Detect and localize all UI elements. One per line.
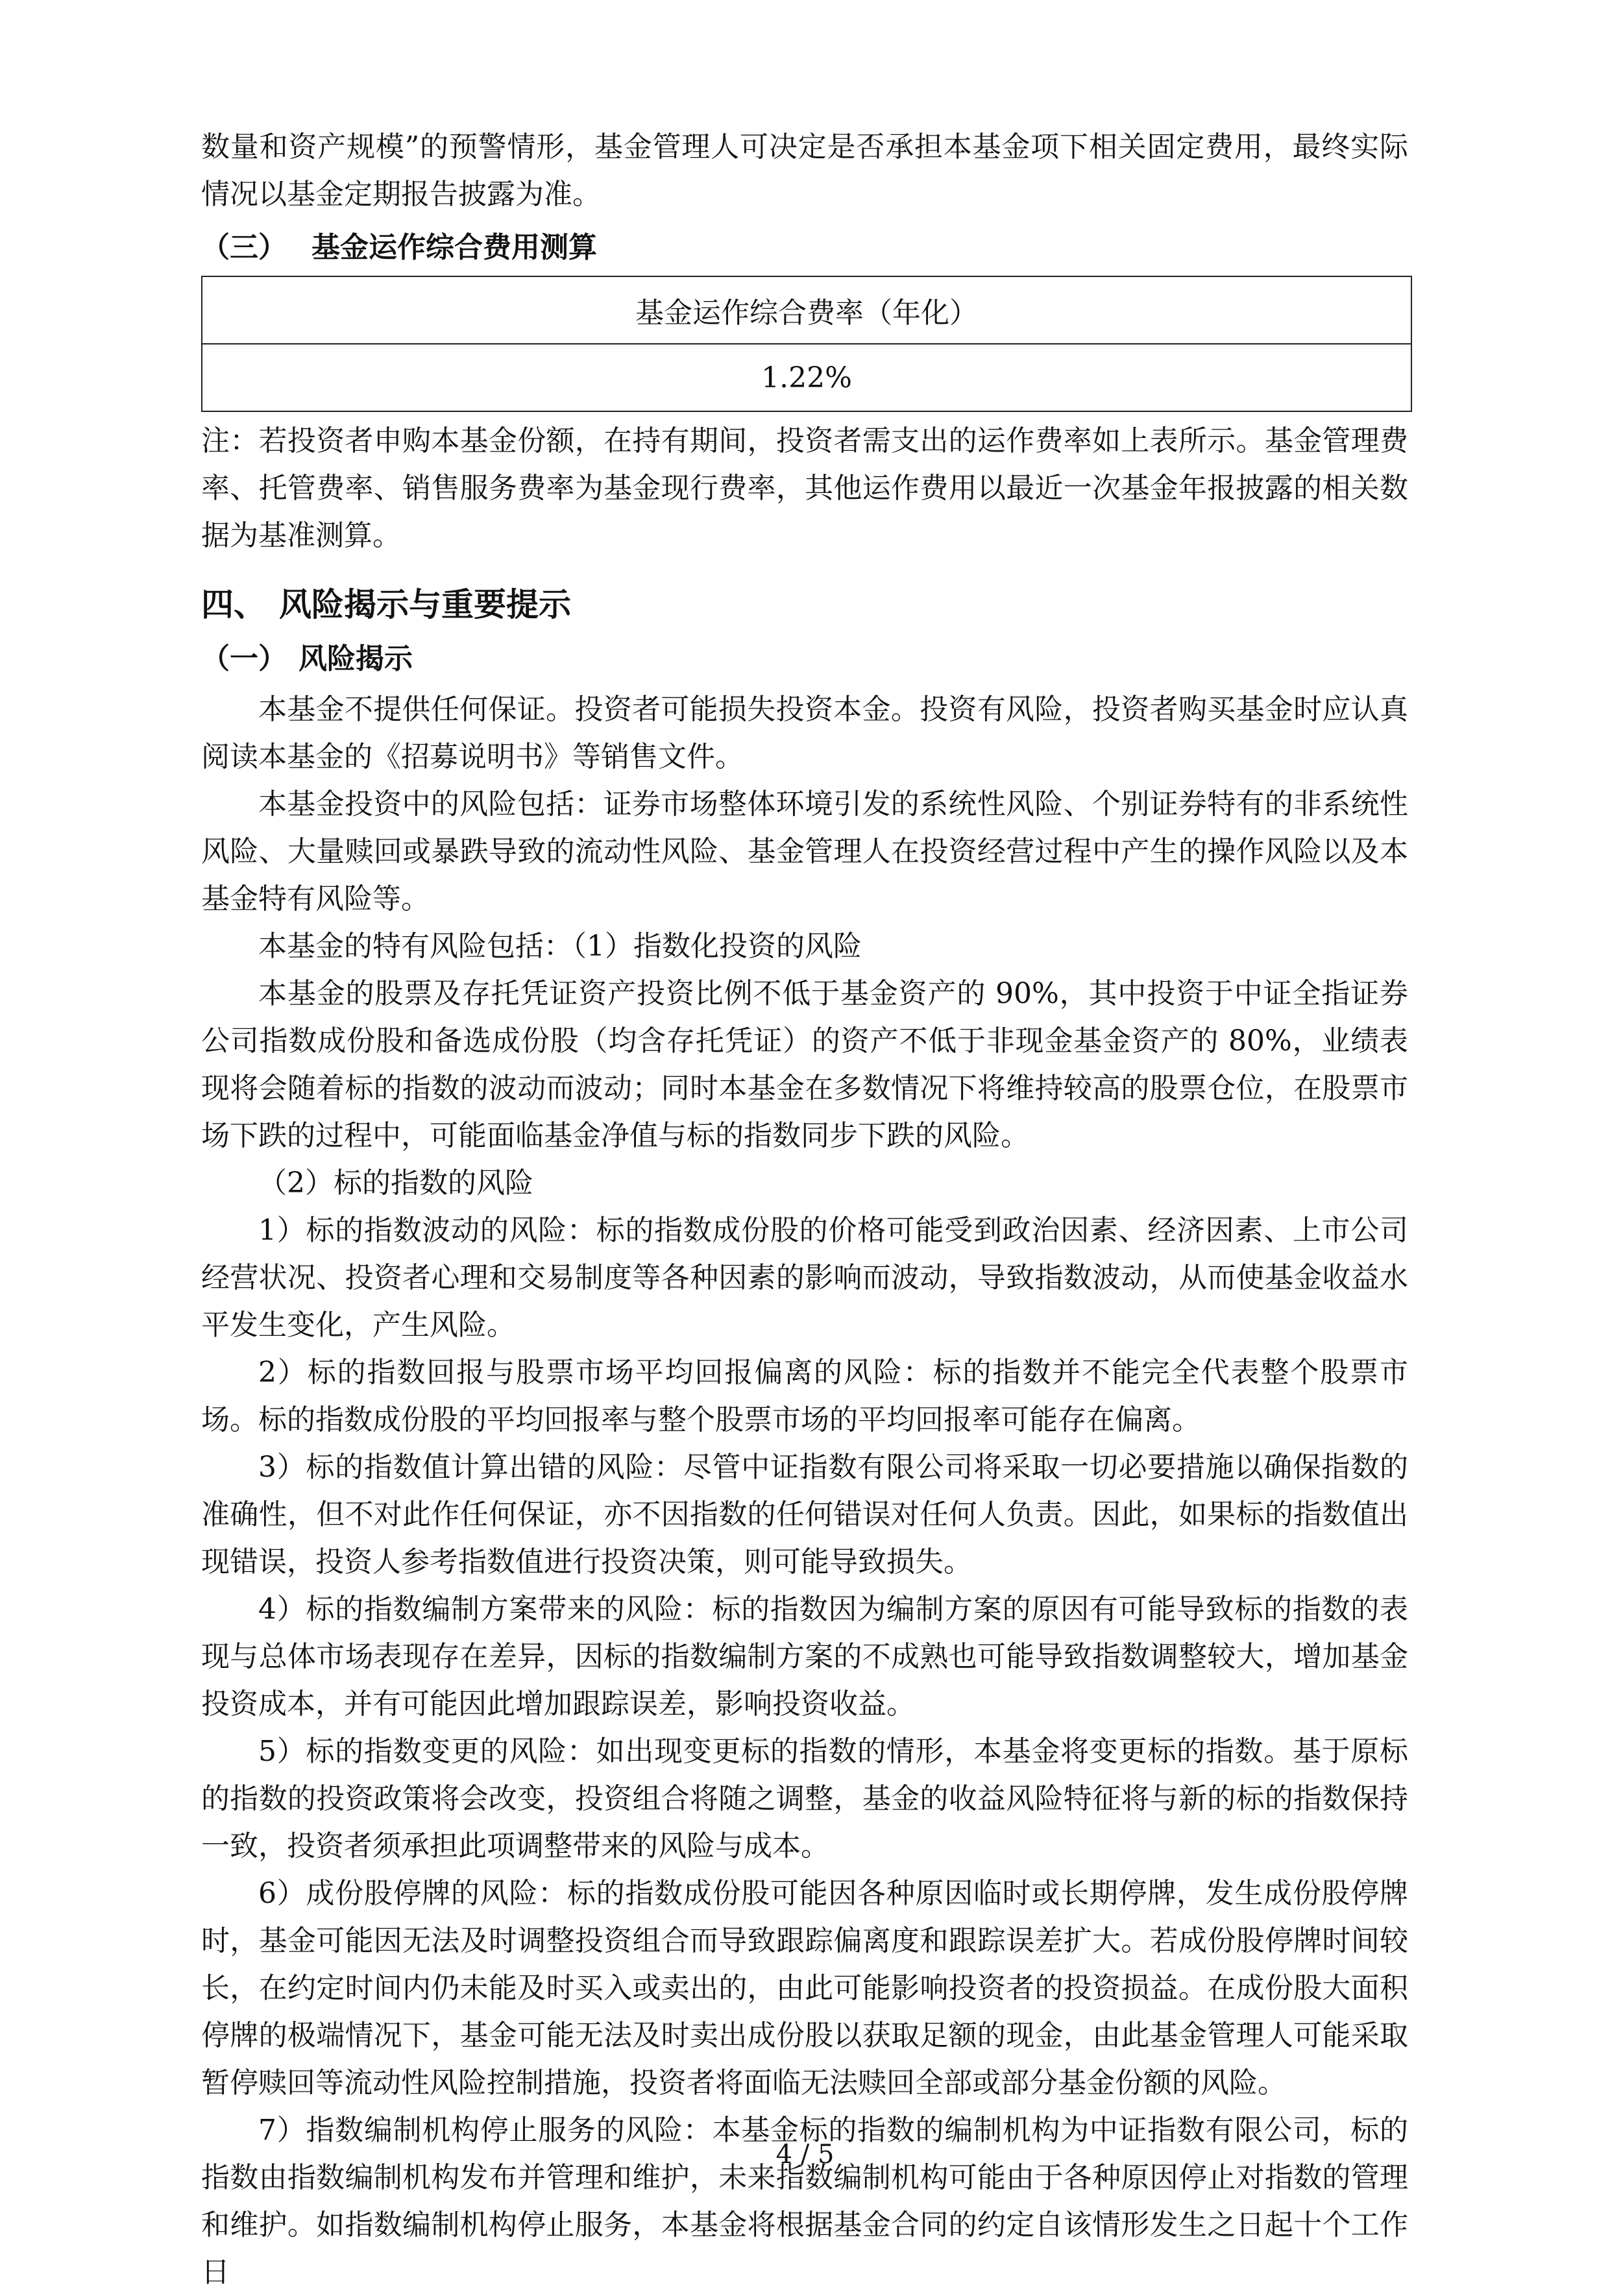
paragraph-continuation: 数量和资产规模”的预警情形，基金管理人可决定是否承担本基金项下相关固定费用，最终实际情况以基金定期报告披露为准。 [201,130,1408,211]
paragraph-no-guarantee: 本基金不提供任何保证。投资者可能损失投资本金。投资有风险，投资者购买基金时应认真阅读本基金的《招募说明书》等销售文件。 [201,693,1408,773]
fee-rate-note: 注：若投资者申购本基金份额，在持有期间，投资者需支出的运作费率如上表所示。基金管理费率、托管费率、销售服务费率为基金现行费率，其他运作费用以最近一次基金年报披露的相关数据为基准测算。 [201,424,1408,552]
paragraph-specific-risks: 本基金的特有风险包括：（1）指数化投资的风险 [258,930,862,963]
paragraph-allocation: 本基金的股票及存托凭证资产投资比例不低于基金资产的 90%，其中投资于中证全指证券公司指数成份股和备选成份股（均含存托凭证）的资产不低于非现金基金资产的 80%，业绩表现将会随着标的指数的波动而波动；同时本基金在多数情况下将维持较高的股票仓位，在股票市场下跌的过程中，可能面临基金净值与标的指数同步下跌的风险。 [201,977,1408,1152]
section-4-number: 四、 [201,586,266,623]
paragraph-risk-5: 5）标的指数变更的风险：如出现变更标的指数的情形，本基金将变更标的指数。基于原标的指数的投资政策将会改变，投资组合将随之调整，基金的收益风险特征将与新的标的指数保持一致，投资者须承担此项调整带来的风险与成本。 [201,1735,1408,1863]
fee-rate-table-header: 基金运作综合费率（年化） [202,276,1411,344]
paragraph-risk-6: 6）成份股停牌的风险：标的指数成份股可能因各种原因临时或长期停牌，发生成份股停牌时，基金可能因无法及时调整投资组合而导致跟踪偏离度和跟踪误差扩大。若成份股停牌时间较长，在约定时间内仍未能及时买入或卖出的，由此可能影响投资者的投资损益。在成份股大面积停牌的极端情况下，基金可能无法及时卖出成份股以获取足额的现金，由此基金管理人可能采取暂停赎回等流动性风险控制措施，投资者将面临无法赎回全部或部分基金份额的风险。 [201,1877,1408,2099]
paragraph-risk-types: 本基金投资中的风险包括：证券市场整体环境引发的系统性风险、个别证券特有的非系统性风险、大量赎回或暴跌导致的流动性风险、基金管理人在投资经营过程中产生的操作风险以及本基金特有风险等。 [201,788,1408,915]
paragraph-index-risk-title: （2）标的指数的风险 [258,1166,533,1200]
subsection-1-heading [201,634,1408,683]
section-4-heading [201,579,1408,631]
section-4-title: 风险揭示与重要提示 [279,586,571,623]
paragraph-risk-7: 7）指数编制机构停止服务的风险：本基金标的指数的编制机构为中证指数有限公司，标的指数由指数编制机构发布并管理和维护，未来指数编制机构可能由于各种原因停止对指数的管理和维护。如指数编制机构停止服务，本基金将根据基金合同的约定自该情形发生之日起十个工作日 [201,2114,1408,2289]
subsection-1-title: 风险揭示 [299,642,413,675]
subsection-1-number: （一） [201,642,287,675]
fee-rate-table-value: 1.22% [202,344,1411,411]
paragraph-risk-1: 1）标的指数波动的风险：标的指数成份股的价格可能受到政治因素、经济因素、上市公司经营状况、投资者心理和交易制度等各种因素的影响而波动，导致指数波动，从而使基金收益水平发生变化，产生风险。 [201,1214,1408,1342]
fee-rate-table [201,276,1412,412]
page-number: 4 / 5 [775,2140,835,2169]
document-page [201,123,1408,2296]
section-3-heading [201,223,1408,272]
section-3-number: （三） [201,231,287,264]
paragraph-risk-2: 2）标的指数回报与股票市场平均回报偏离的风险：标的指数并不能完全代表整个股票市场。标的指数成份股的平均回报率与整个股票市场的平均回报率可能存在偏离。 [201,1356,1408,1436]
paragraph-risk-3: 3）标的指数值计算出错的风险：尽管中证指数有限公司将采取一切必要措施以确保指数的准确性，但不对此作任何保证，亦不因指数的任何错误对任何人负责。因此，如果标的指数值出现错误，投资人参考指数值进行投资决策，则可能导致损失。 [201,1451,1408,1578]
paragraph-risk-4: 4）标的指数编制方案带来的风险：标的指数因为编制方案的原因有可能导致标的指数的表现与总体市场表现存在差异，因标的指数编制方案的不成熟也可能导致指数调整较大，增加基金投资成本，并有可能因此增加跟踪误差，影响投资收益。 [201,1593,1408,1721]
section-3-title: 基金运作综合费用测算 [311,231,597,264]
